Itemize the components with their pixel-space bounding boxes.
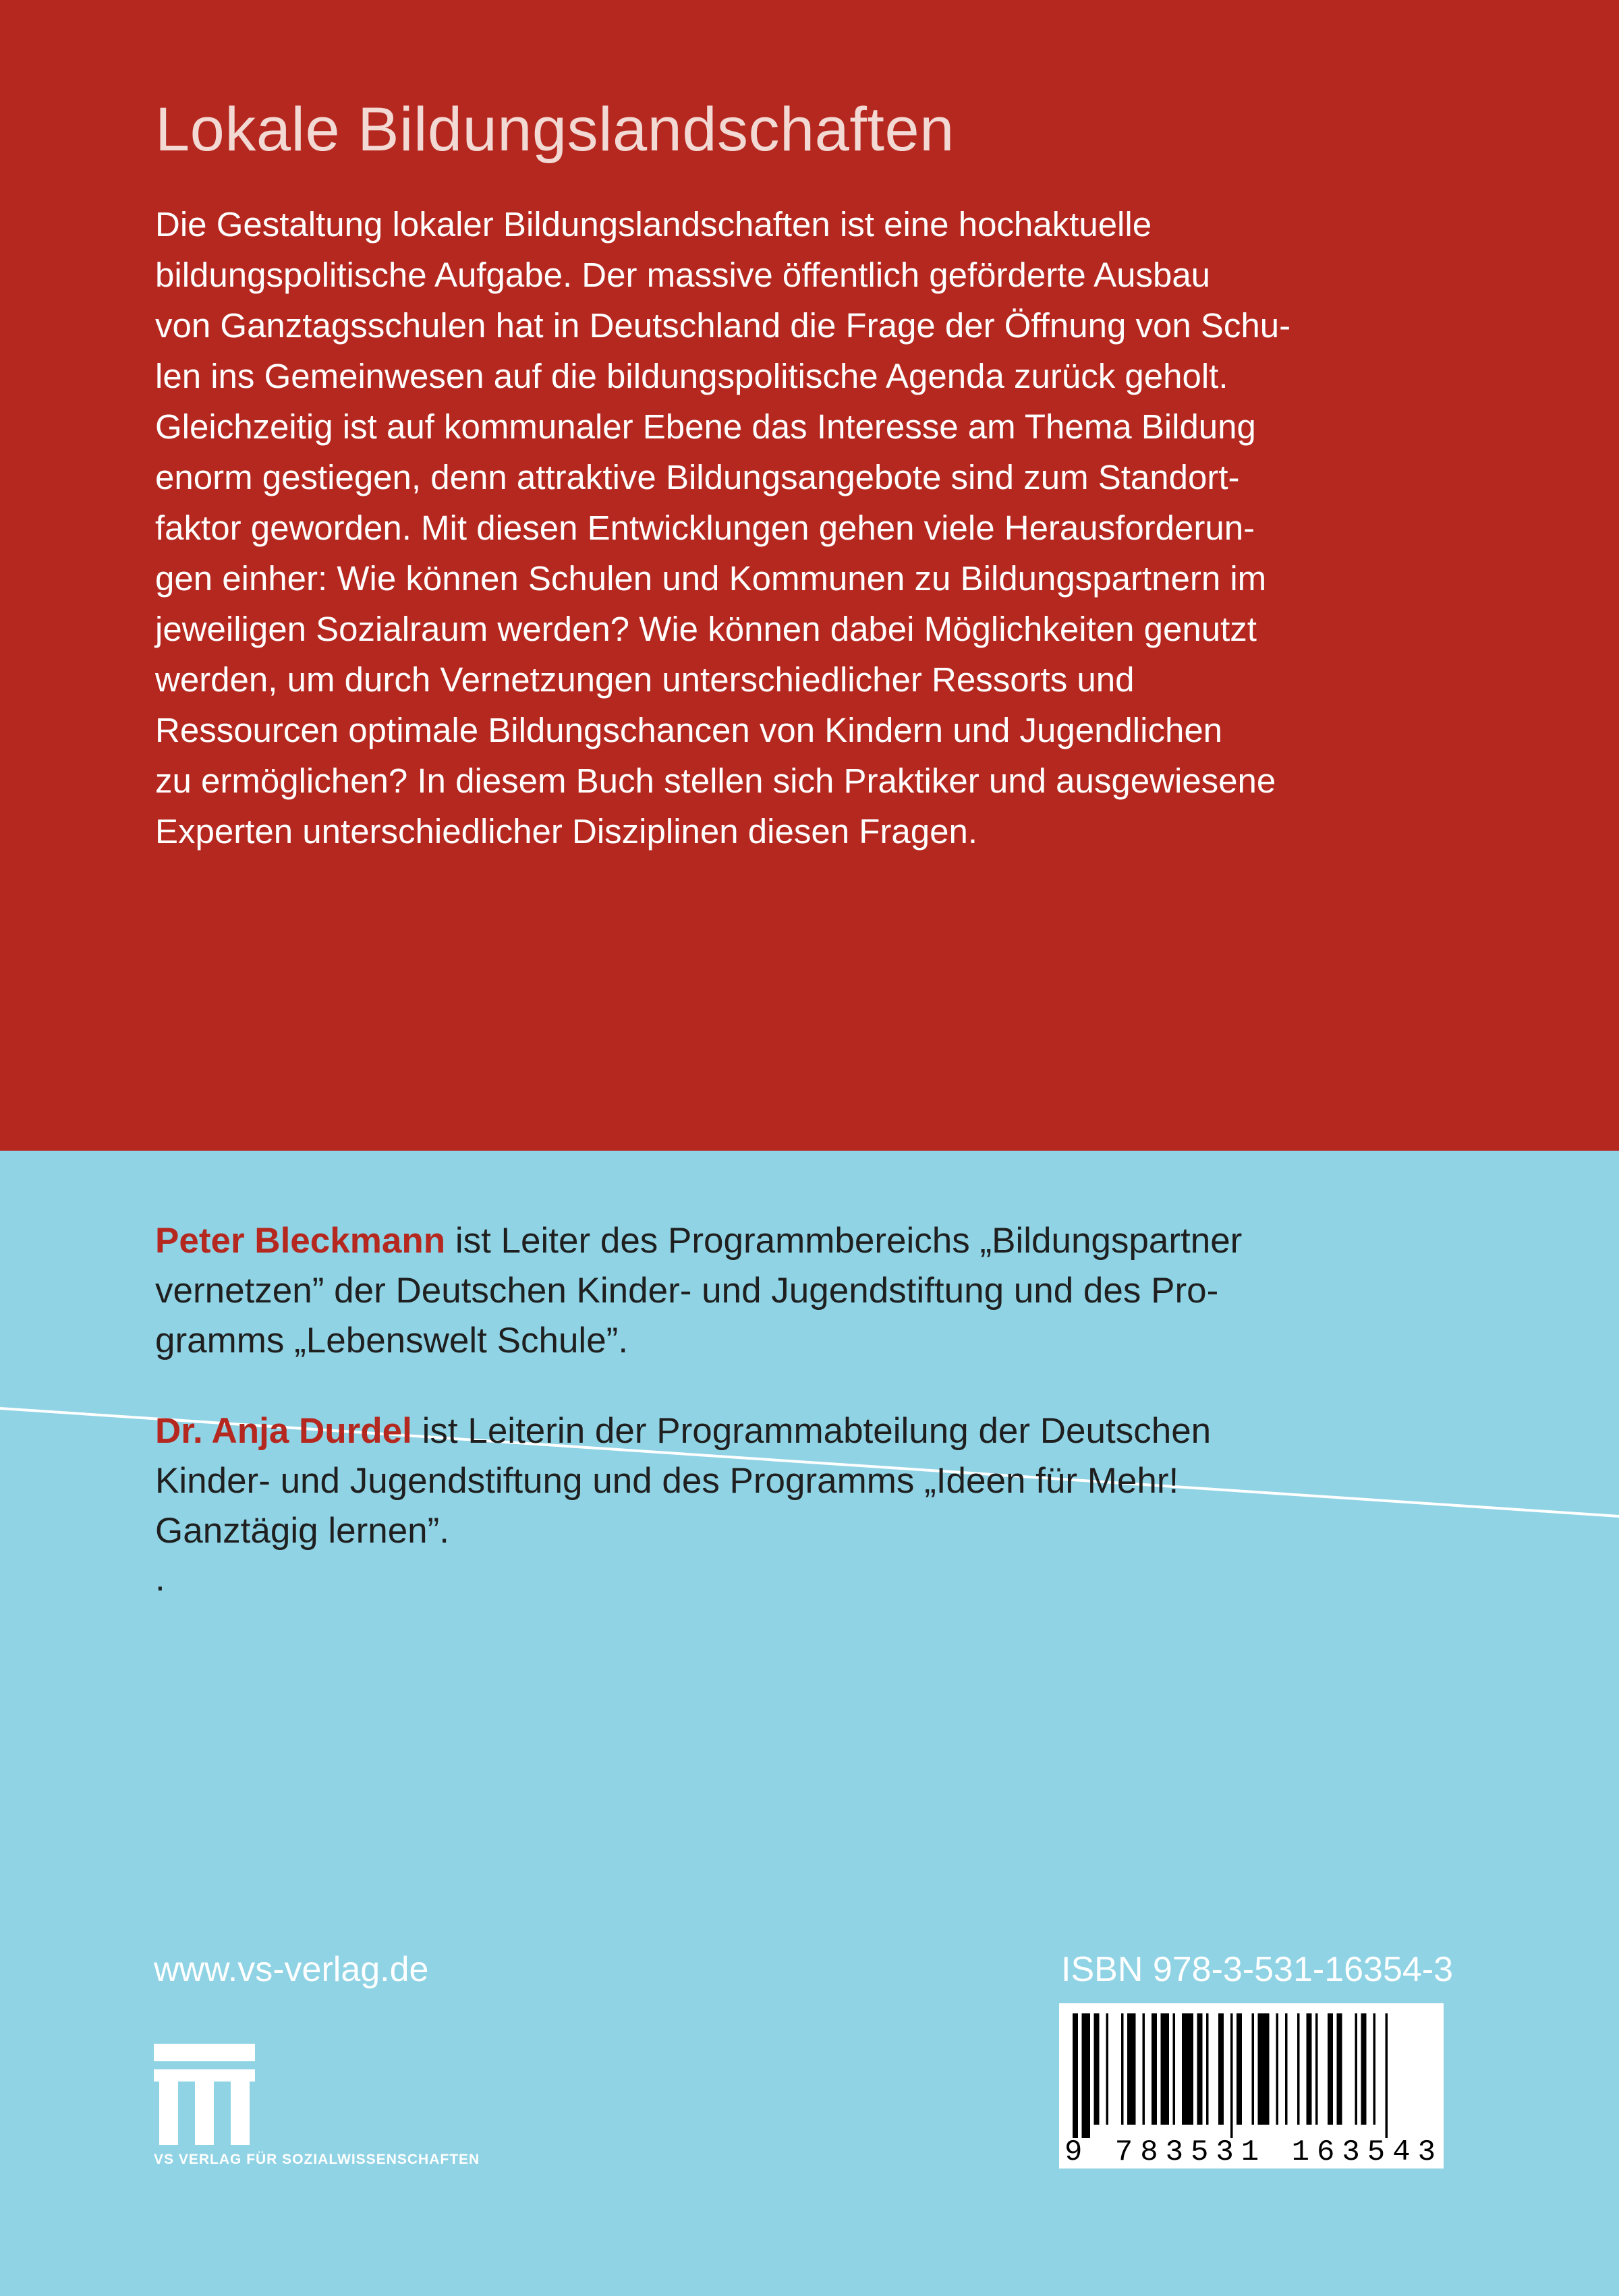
barcode-bar — [1152, 2013, 1157, 2125]
publisher-name: VS VERLAG FÜR SOZIALWISSENSCHAFTEN — [154, 2152, 480, 2167]
barcode-bar — [1276, 2013, 1279, 2125]
description-line: Experten unterschiedlicher Disziplinen diesen Fragen. — [155, 812, 977, 851]
author-bio-line: Ganztägig lernen”. — [155, 1511, 450, 1551]
barcode-bar — [1218, 2013, 1224, 2125]
barcode-bar — [1315, 2013, 1318, 2125]
barcode-bar — [1328, 2013, 1333, 2125]
barcode-bar — [1285, 2013, 1288, 2125]
description-line: von Ganztagsschulen hat in Deutschland die Frage der Öffnung von Schu- — [155, 306, 1291, 345]
barcode-bar — [1337, 2013, 1342, 2125]
barcode-bar — [1173, 2013, 1176, 2125]
description-line: zu ermöglichen? In diesem Buch stellen sich Praktiker und ausgewiesene — [155, 762, 1276, 800]
barcode — [1059, 2003, 1444, 2169]
author-bio-line: gramms „Lebenswelt Schule”. — [155, 1321, 629, 1360]
barcode-bar — [1106, 2013, 1109, 2125]
barcode-bar — [1121, 2013, 1124, 2125]
barcode-bar — [1386, 2013, 1388, 2138]
description-line: Die Gestaltung lokaler Bildungslandschaften ist eine hochaktuelle — [155, 205, 1152, 243]
barcode-bar — [1355, 2013, 1358, 2125]
author-bio-line: ist Leiter des Programmbereichs „Bildungspartner — [445, 1221, 1243, 1261]
book-title: Lokale Bildungslandschaften — [155, 95, 955, 164]
barcode-bars — [1059, 2003, 1444, 2169]
barcode-bar — [1237, 2013, 1242, 2125]
barcode-bar — [1143, 2013, 1145, 2125]
barcode-bar — [1258, 2013, 1270, 2125]
barcode-bar — [1361, 2013, 1367, 2125]
author-bio-2 — [155, 1406, 1477, 1556]
barcode-bar — [1373, 2013, 1376, 2125]
description-line: werden, um durch Vernetzungen unterschiedlicher Ressorts und — [155, 660, 1135, 699]
isbn-label: ISBN 978-3-531-16354-3 — [1061, 1950, 1454, 1989]
author-bio-line: vernetzen” der Deutschen Kinder- und Jugendstiftung und des Pro- — [155, 1271, 1219, 1311]
publisher-url: www.vs-verlag.de — [154, 1950, 429, 1989]
author-bio-line: ist Leiterin der Programmabteilung der Deutschen — [411, 1411, 1212, 1451]
author-name: Peter Bleckmann — [155, 1221, 446, 1261]
description-line: len ins Gemeinwesen auf die bildungspolitische Agenda zurück geholt. — [155, 357, 1228, 395]
author-name: Dr. Anja Durdel — [155, 1411, 412, 1451]
barcode-bar — [1197, 2013, 1203, 2125]
barcode-bar — [1230, 2013, 1233, 2138]
barcode-bar — [1094, 2013, 1100, 2125]
barcode-bar — [1206, 2013, 1209, 2125]
author-bio-1 — [155, 1216, 1477, 1366]
barcode-bar — [1182, 2013, 1193, 2125]
description-line: bildungspolitische Aufgabe. Der massive öffentlich geförderte Ausbau — [155, 256, 1211, 294]
description-line: Ressourcen optimale Bildungschancen von Kindern und Jugendlichen — [155, 711, 1223, 749]
barcode-bar — [1127, 2013, 1136, 2125]
author-bio-line: Kinder- und Jugendstiftung und des Programms „Ideen für Mehr! — [155, 1461, 1179, 1501]
barcode-bar — [1252, 2013, 1255, 2125]
barcode-digits: 9 783531 163543 — [1064, 2135, 1436, 2169]
barcode-bar — [1307, 2013, 1312, 2125]
description-line: gen einher: Wie können Schulen und Kommunen zu Bildungspartnern im — [155, 559, 1267, 598]
publisher-logo-icon — [154, 2044, 255, 2145]
barcode-bar — [1073, 2013, 1078, 2138]
barcode-bar — [1082, 2013, 1091, 2138]
description-line: Gleichzeitig ist auf kommunaler Ebene das Interesse am Thema Bildung — [155, 407, 1256, 446]
description-line: enorm gestiegen, denn attraktive Bildungsangebote sind zum Standort- — [155, 458, 1240, 496]
description — [155, 199, 1477, 857]
barcode-bar — [1297, 2013, 1300, 2125]
description-line: faktor geworden. Mit diesen Entwicklungen gehen viele Herausforderun- — [155, 509, 1255, 547]
barcode-bar — [1161, 2013, 1170, 2125]
trailing-dot: . — [155, 1559, 165, 1599]
description-line: jeweiligen Sozialraum werden? Wie können dabei Möglichkeiten genutzt — [155, 610, 1257, 648]
